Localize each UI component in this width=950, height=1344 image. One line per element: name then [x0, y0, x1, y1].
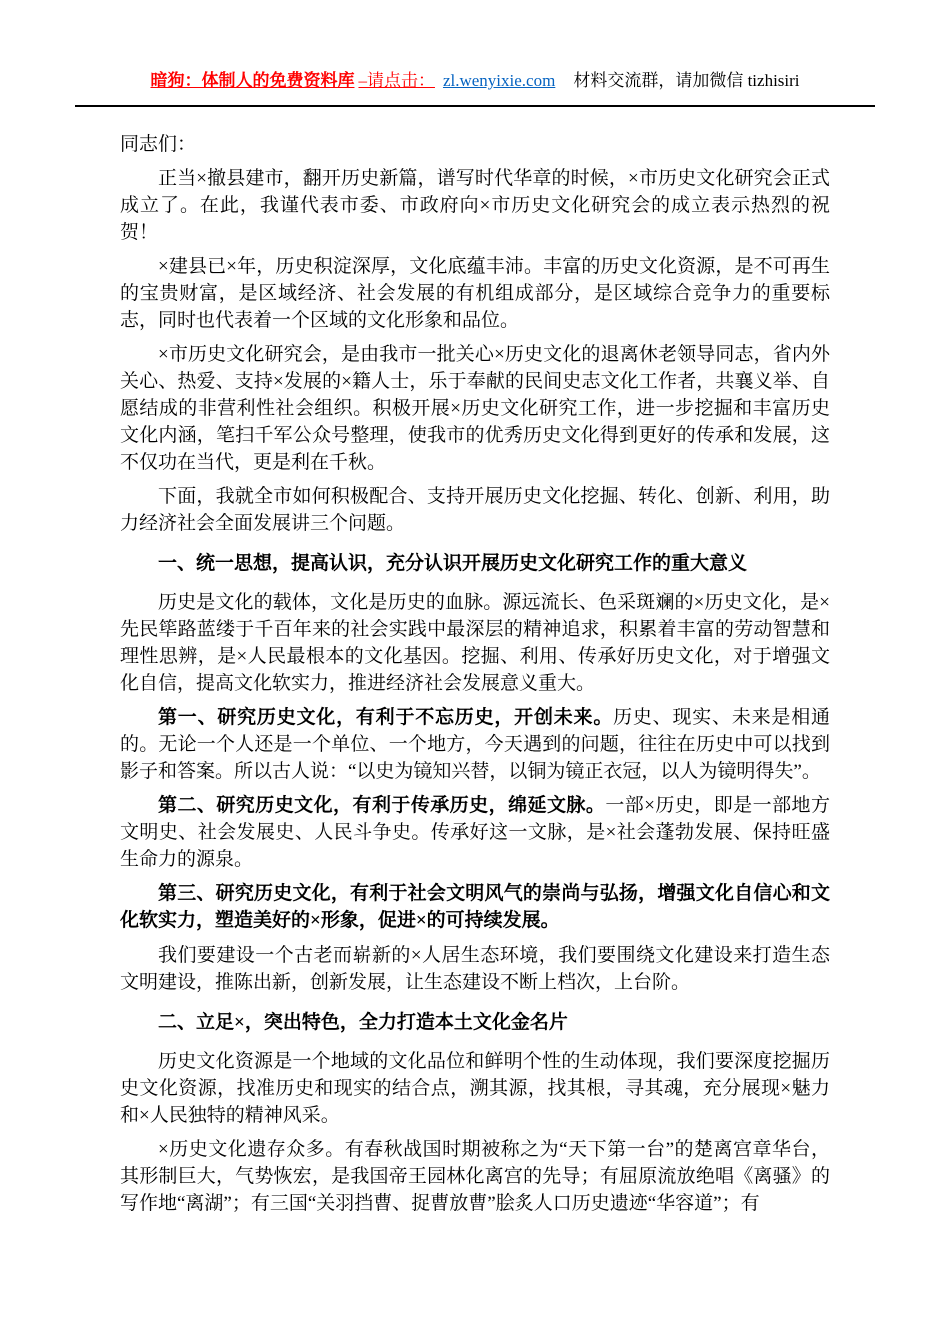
- paragraph-bold: 第三、研究历史文化，有利于社会文明风气的崇尚与弘扬，增强文化自信心和文化软实力，塑造美好的×形象，促进×的可持续发展。: [120, 883, 830, 931]
- promo-link[interactable]: zl.wenyixie.com: [442, 71, 556, 90]
- paragraph: 历史文化资源是一个地域的文化品位和鲜明个性的生动体现，我们要深度挖掘历史文化资源，找准历史和现实的结合点，溯其源，找其根，寻其魂，充分展现×魅力和×人民独特的精神风采。: [120, 1051, 830, 1126]
- paragraph-text: 一部×历史，即是一部地方文明史、社会发展史、人民斗争史。传承好这一文脉，是×社会蓬勃发展、保持旺盛生命力的源泉。: [120, 795, 830, 870]
- promo-click-text: –请点击：: [358, 71, 435, 90]
- paragraph-with-bold-lead: [120, 792, 830, 873]
- paragraph: 我们要建设一个古老而崭新的×人居生态环境，我们要围绕文化建设来打造生态文明建设，推陈出新，创新发展，让生态建设不断上档次，上台阶。: [120, 945, 830, 993]
- paragraph-with-bold-lead: [120, 704, 830, 785]
- promo-brand-text: 暗狗：体制人的免费资料库: [150, 71, 355, 90]
- paragraph-salutation: 同志们：: [120, 134, 197, 155]
- header-divider: [75, 105, 875, 107]
- bold-lead-sentence: 第一、研究历史文化，有利于不忘历史，开创未来。: [158, 707, 614, 728]
- paragraph: ×历史文化遗存众多。有春秋战国时期被称之为“天下第一台”的楚离宫章华台，其形制巨大，气势恢宏，是我国帝王园林化离宫的先导；有屈原流放绝唱《离骚》的写作地“离湖”；有三国“关羽挡曹、捉曹放曹”脍炙人口历史遗迹“华容道”；有: [120, 1139, 830, 1214]
- paragraph: 历史是文化的载体，文化是历史的血脉。源远流长、色采斑斓的×历史文化，是×先民筚路蓝缕于千百年来的社会实践中最深层的精神追求，积累着丰富的劳动智慧和理性思辨，是×人民最根本的文化基因。挖掘、利用、传承好历史文化，对于增强文化自信，提高文化软实力，推进经济社会发展意义重大。: [120, 592, 830, 694]
- section-heading-1: 一、统一思想，提高认识，充分认识开展历史文化研究工作的重大意义: [158, 553, 748, 574]
- section-heading-2: 二、立足×，突出特色，全力打造本土文化金名片: [158, 1012, 568, 1033]
- promo-header: [0, 0, 950, 92]
- paragraph: 正当×撤县建市，翻开历史新篇，谱写时代华章的时候，×市历史文化研究会正式成立了。在此，我谨代表市委、市政府向×市历史文化研究会的成立表示热烈的祝贺！: [120, 168, 830, 243]
- paragraph: ×建县已×年，历史积淀深厚，文化底蕴丰沛。丰富的历史文化资源，是不可再生的宝贵财富，是区域经济、社会发展的有机组成部分，是区域综合竞争力的重要标志，同时也代表着一个区域的文化形象和品位。: [120, 256, 830, 331]
- bold-lead-sentence: 第二、研究历史文化，有利于传承历史，绵延文脉。: [158, 795, 606, 816]
- promo-suffix-text: 材料交流群，请加微信 tizhisiri: [573, 71, 800, 90]
- paragraph-text: 历史、现实、未来是相通的。无论一个人还是一个单位、一个地方，今天遇到的问题，往往在历史中可以找到影子和答案。所以古人说：“以史为镜知兴替，以铜为镜正衣冠，以人为镜明得失”。: [120, 707, 830, 782]
- paragraph: 下面，我就全市如何积极配合、支持开展历史文化挖掘、转化、创新、利用，助力经济社会全面发展讲三个问题。: [120, 486, 830, 534]
- paragraph: ×市历史文化研究会，是由我市一批关心×历史文化的退离休老领导同志，省内外关心、热爱、支持×发展的×籍人士，乐于奉献的民间史志文化工作者，共襄义举、自愿结成的非营利性社会组织。积极开展×历史文化研究工作，进一步挖掘和丰富历史文化内涵，笔扫千军公众号整理，使我市的优秀历史文化得到更好的传承和发展，这不仅功在当代，更是利在千秋。: [120, 344, 830, 473]
- document-body: [120, 131, 830, 1217]
